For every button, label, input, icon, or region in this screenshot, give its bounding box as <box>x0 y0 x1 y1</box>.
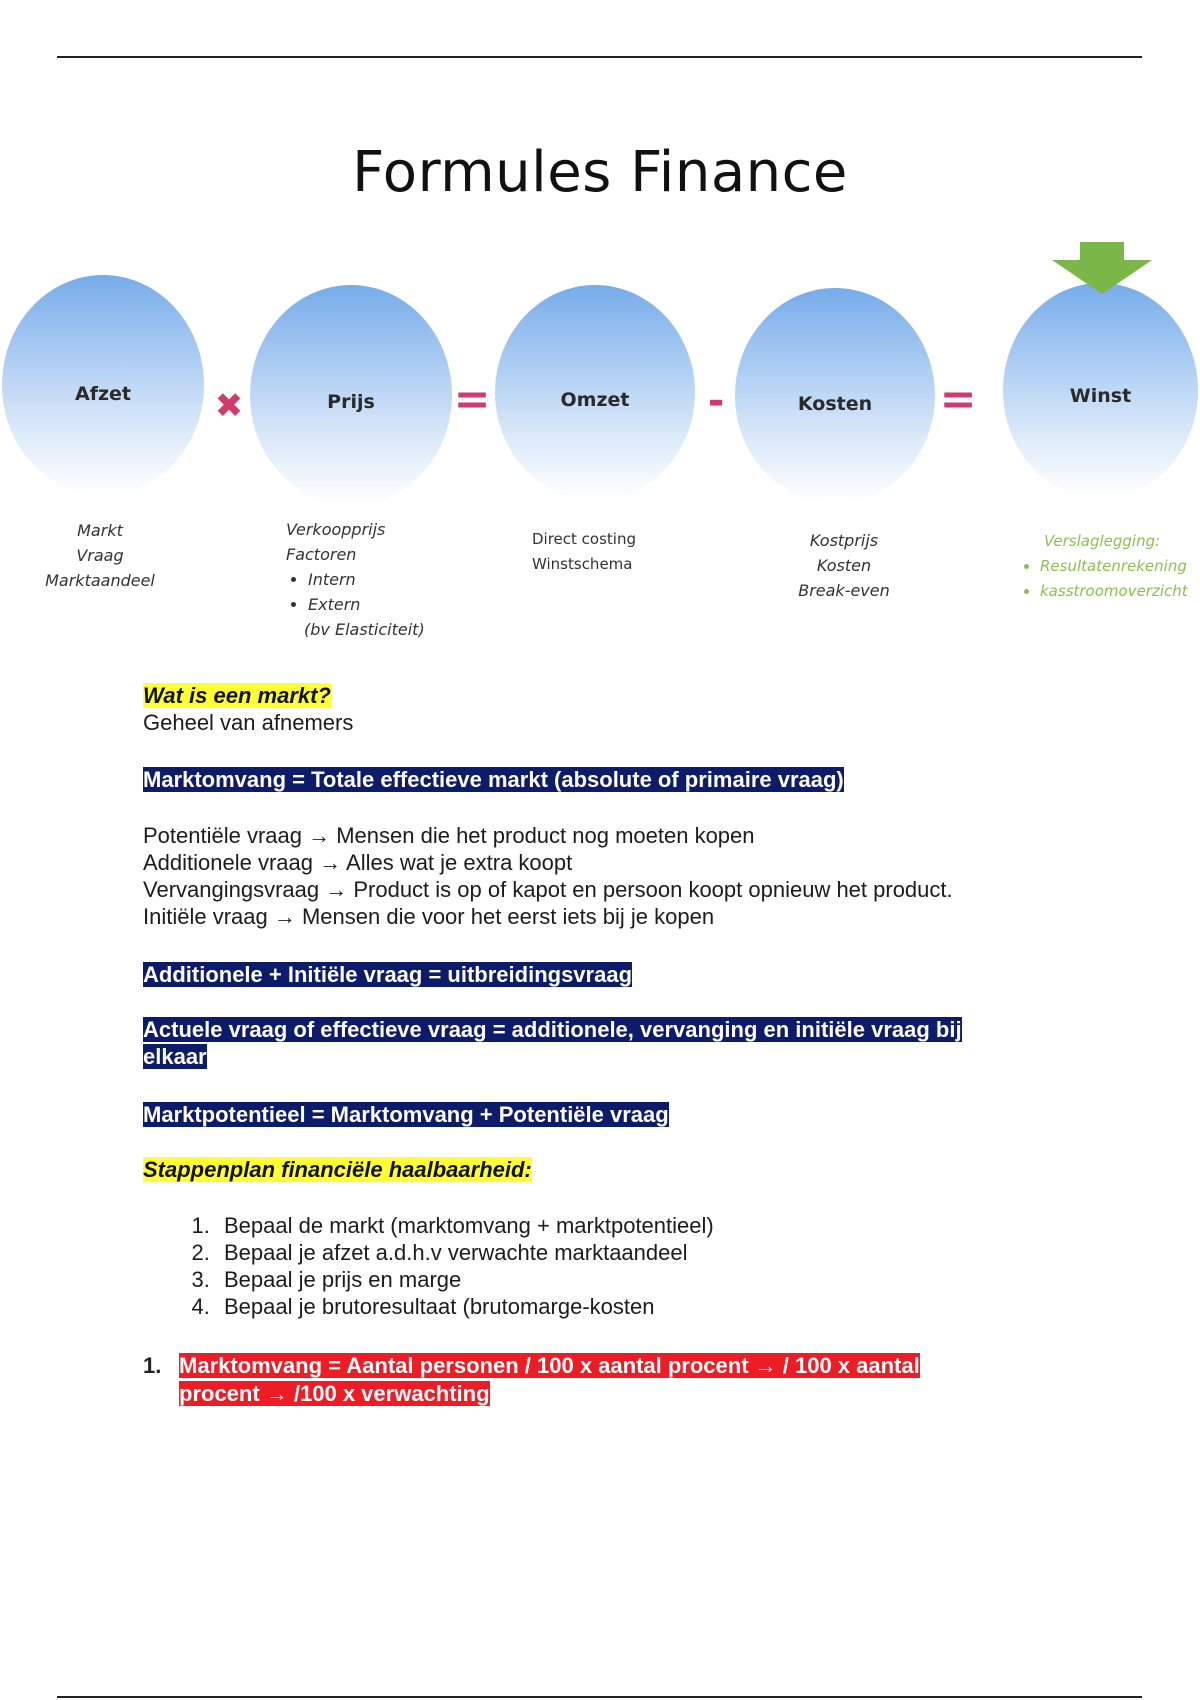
page-title: Formules Finance <box>352 140 848 205</box>
afzet-details <box>20 518 180 593</box>
formula-marktomvang-calc <box>179 1352 999 1408</box>
step-item: 3. Bepaal je prijs en marge <box>216 1266 714 1293</box>
top-rule <box>57 56 1142 58</box>
kosten-detail: Kostprijs <box>809 531 879 550</box>
prijs-detail: Factoren <box>286 545 357 564</box>
minus-operator: - <box>707 378 725 424</box>
formula-marktpotentieel-text: Marktpotentieel = Marktomvang + Potentiële vraag <box>143 1102 669 1127</box>
demand-line: Vervangingsvraag → Product is op of kapot en persoon koopt opnieuw het product. <box>143 877 953 902</box>
afzet-detail: Marktaandeel <box>45 571 155 590</box>
winst-detail-heading: Verslaglegging: <box>1044 532 1161 550</box>
stappenplan-list <box>143 1212 714 1320</box>
bottom-rule <box>57 1696 1142 1698</box>
kosten-detail: Break-even <box>798 581 890 600</box>
demand-types <box>143 822 953 930</box>
afzet-detail: Markt <box>77 521 123 540</box>
step-item: 1. Bepaal de markt (marktomvang + marktpotentieel) <box>216 1212 714 1239</box>
formula-number: 1. <box>143 1353 162 1378</box>
market-question-text: Wat is een markt? <box>143 683 331 708</box>
winst-detail-item: • Resultatenrekening <box>1040 554 1198 579</box>
prijs-details <box>286 517 466 642</box>
winst-detail-list <box>1018 554 1198 604</box>
market-answer: Geheel van afnemers <box>143 710 354 735</box>
steps-list <box>143 1212 714 1320</box>
circle-winst-label: Winst <box>1069 385 1132 407</box>
prijs-detail: Verkoopprijs <box>286 520 386 539</box>
formula-actuele-vraag <box>143 1016 962 1070</box>
step-item: 2. Bepaal je afzet a.d.h.v verwachte marktaandeel <box>216 1239 714 1266</box>
down-arrow-icon <box>1050 242 1154 296</box>
winst-details <box>1018 529 1198 604</box>
winst-detail-item: • kasstroomoverzicht <box>1040 579 1198 604</box>
formula-calc-line2: procent → /100 x verwachting <box>179 1381 490 1406</box>
omzet-detail: Winstschema <box>532 555 633 573</box>
circle-kosten-label: Kosten <box>797 393 873 415</box>
equals-operator-2: = <box>939 374 977 425</box>
prijs-factor-list <box>286 567 466 617</box>
demand-line: Additionele vraag → Alles wat je extra koopt <box>143 850 573 875</box>
multiply-operator: ✖ <box>214 386 244 426</box>
formula-actuele-line2: elkaar <box>143 1044 207 1069</box>
circle-prijs-label: Prijs <box>327 391 375 413</box>
market-question <box>143 682 331 709</box>
omzet-details <box>532 527 712 577</box>
prijs-factor-item: • Intern <box>308 567 466 592</box>
formula-uitbreidingsvraag <box>143 961 632 988</box>
formula-actuele-line1: Actuele vraag of effectieve vraag = additionele, vervanging en initiële vraag bij <box>143 1017 962 1042</box>
formula-uitbreidingsvraag-text: Additionele + Initiële vraag = uitbreidingsvraag <box>143 962 633 987</box>
equals-operator-1: = <box>453 374 491 425</box>
formula-marktomvang <box>143 766 844 793</box>
prijs-note: (bv Elasticiteit) <box>304 620 425 639</box>
prijs-factor-item: • Extern <box>308 592 466 617</box>
formula-calc-line1: Marktomvang = Aantal personen / 100 x aantal procent → / 100 x aantal <box>179 1353 920 1378</box>
formula-marktpotentieel <box>143 1101 669 1128</box>
circle-afzet-label: Afzet <box>75 383 131 405</box>
formula-marktomvang-text: Marktomvang = Totale effectieve markt (absolute of primaire vraag) <box>143 767 844 792</box>
circle-omzet-label: Omzet <box>560 389 630 411</box>
demand-line: Potentiële vraag → Mensen die het product nog moeten kopen <box>143 823 755 848</box>
stappenplan-heading <box>143 1156 532 1183</box>
demand-line: Initiële vraag → Mensen die voor het eerst iets bij je kopen <box>143 904 715 929</box>
afzet-detail: Vraag <box>76 546 124 565</box>
step-item: 4. Bepaal je brutoresultaat (brutomarge-kosten <box>216 1293 714 1320</box>
kosten-detail: Kosten <box>816 556 872 575</box>
omzet-detail: Direct costing <box>532 530 636 548</box>
stappenplan-heading-text: Stappenplan financiële haalbaarheid: <box>143 1157 532 1182</box>
kosten-details <box>764 528 924 603</box>
